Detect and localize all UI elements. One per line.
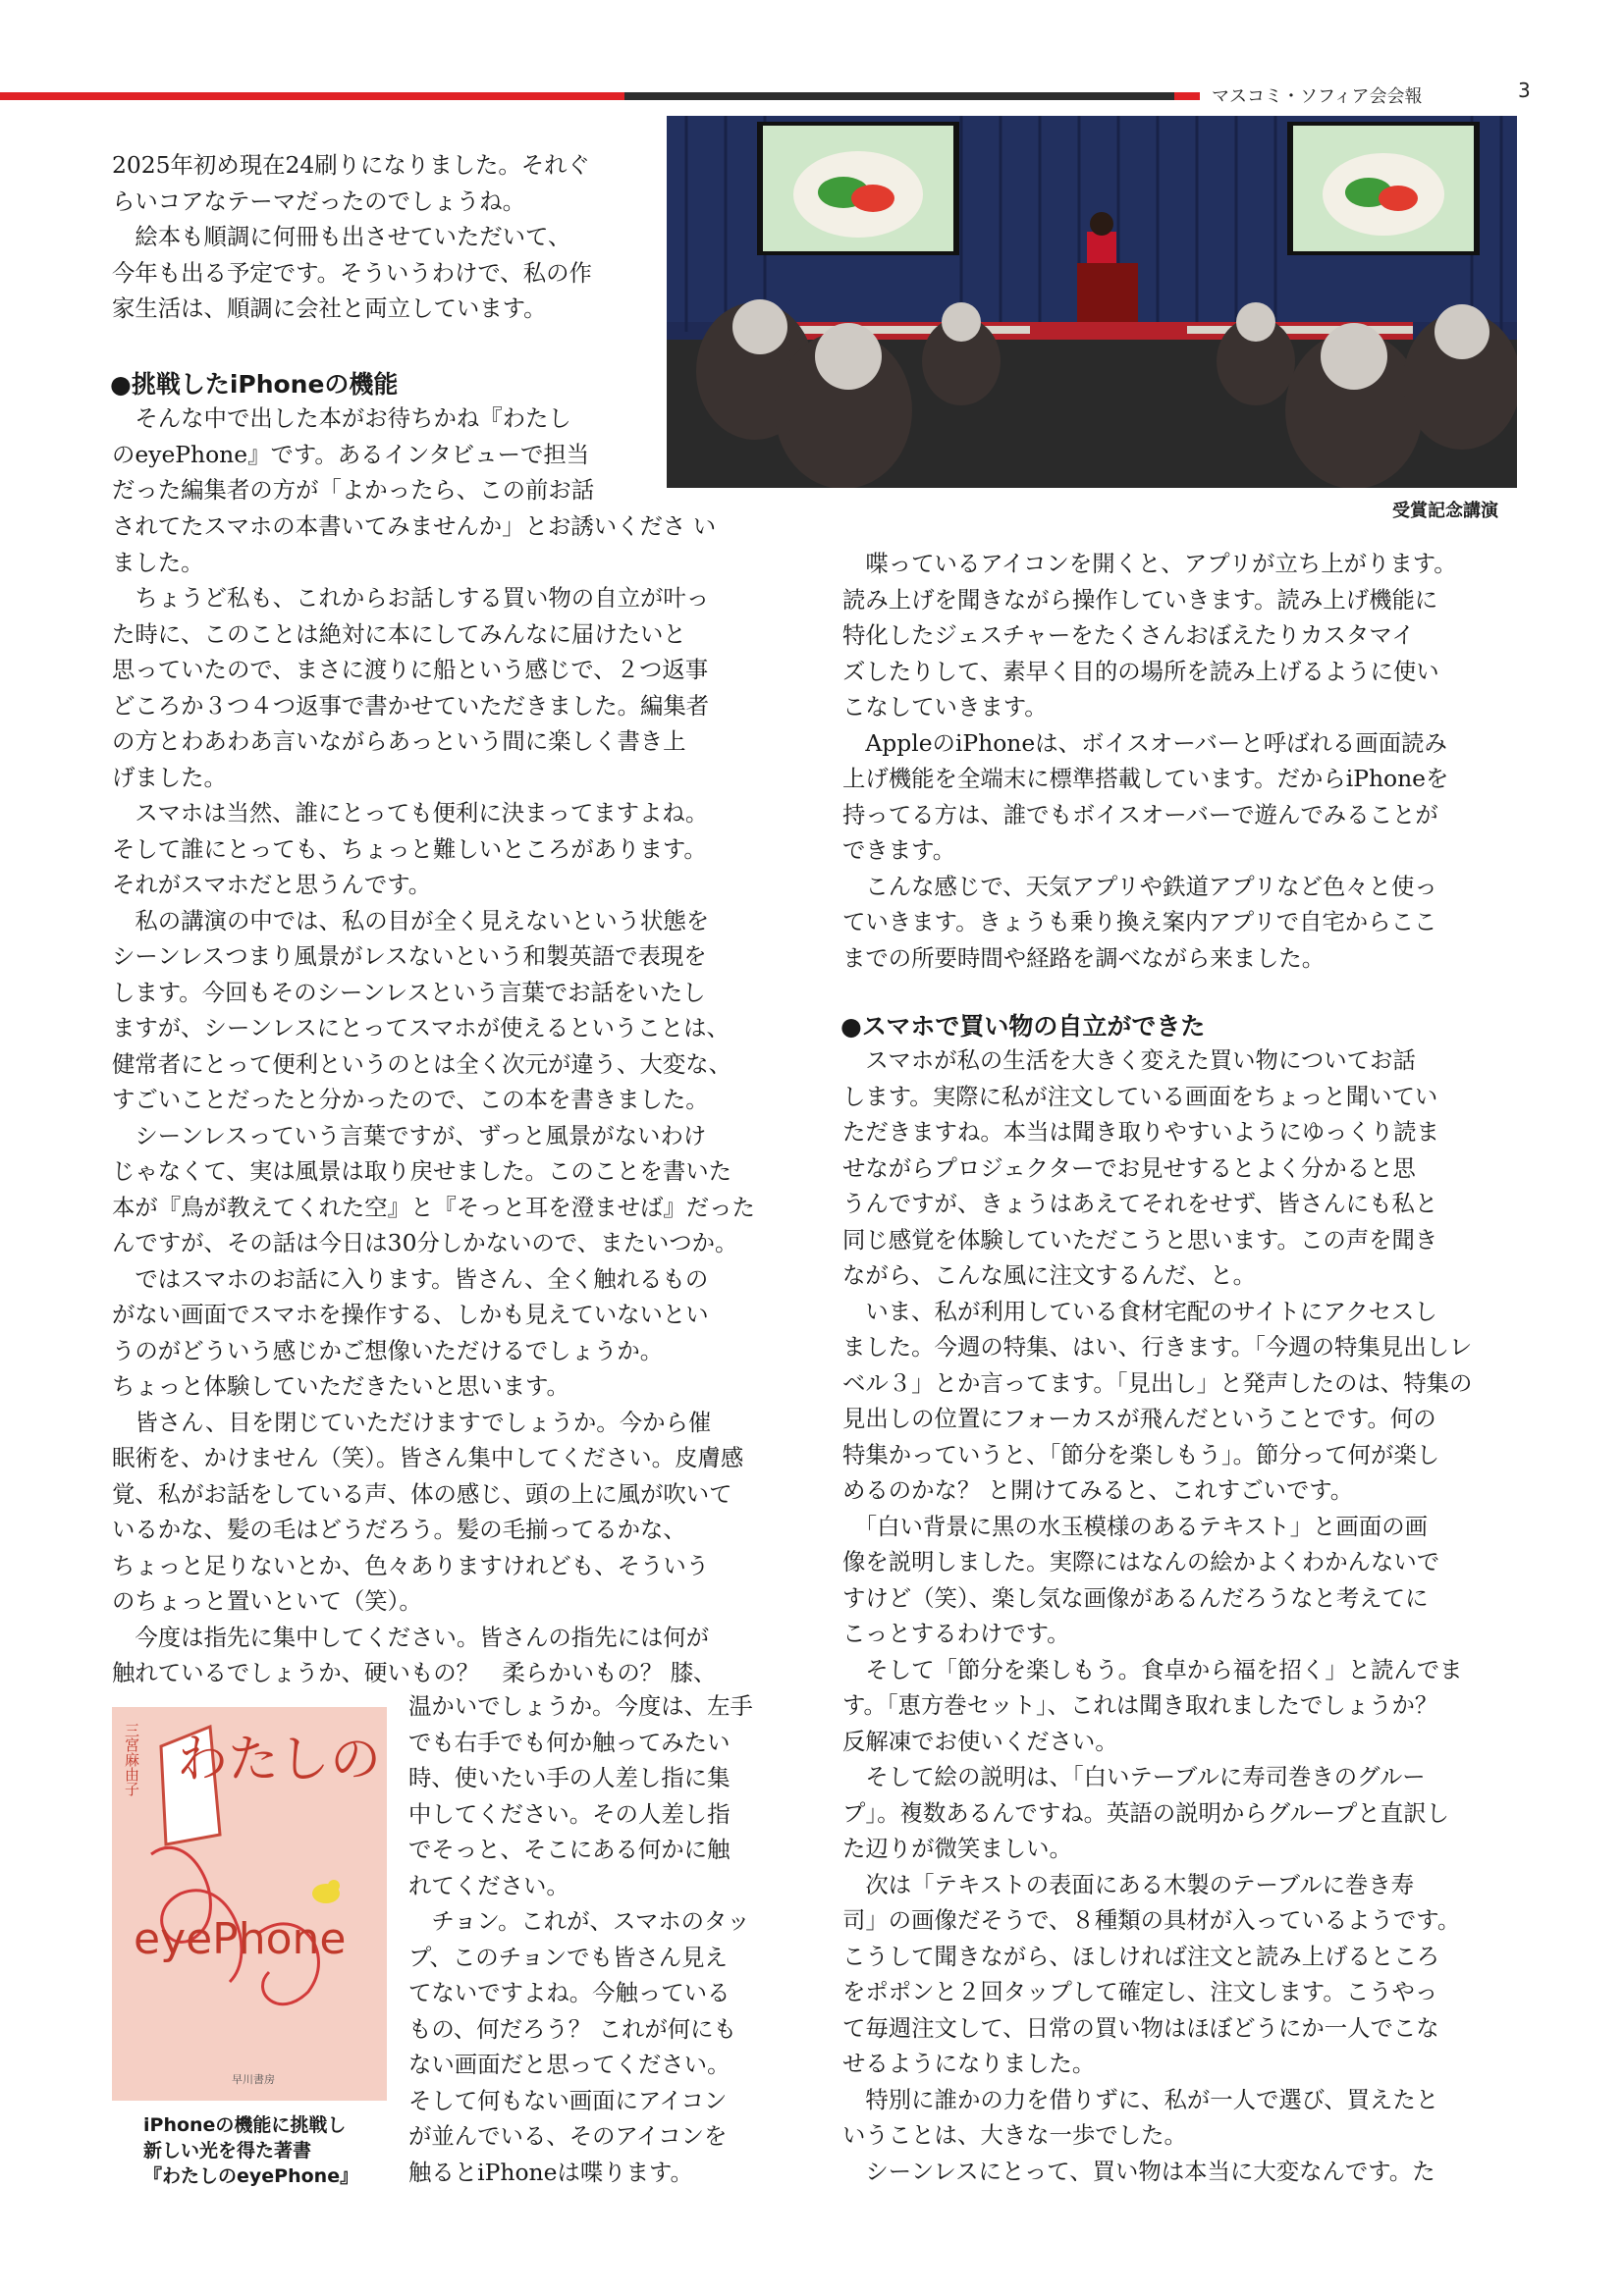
- text-line: いるかな、髪の毛はどうだろう。髪の毛揃ってるかな、: [112, 1516, 686, 1543]
- text-line: げました。: [112, 763, 227, 791]
- text-line: ズしたりして、素早く目的の場所を読み上げるように使い: [842, 657, 1439, 685]
- text-line: ない画面だと思ってください。: [408, 2051, 731, 2078]
- text-line: 皆さん、目を閉じていただけますでしょうか。今から催: [112, 1408, 712, 1436]
- text-line: でも右手でも何か触ってみたい: [408, 1728, 731, 1756]
- header-bar-red-left: [0, 92, 624, 100]
- text-line: シーンレスにとって、買い物は本当に大変なんです。た: [842, 2157, 1435, 2185]
- text-line: スマホは当然、誰にとっても便利に決まってますよね。: [112, 799, 709, 827]
- text-line: 本が『鳥が教えてくれた空』と『そっと耳を澄ませば』だった: [112, 1193, 755, 1221]
- text-line: ちょっと体験していただきたいと思います。: [112, 1372, 569, 1400]
- section-heading: ●スマホで買い物の自立ができた: [840, 1012, 1206, 1041]
- text-line: 上げ機能を全端末に標準搭載しています。だからiPhoneを: [842, 765, 1449, 792]
- text-line: されてたスマホの本書いてみませんか」とお誘いくださ い: [112, 512, 717, 540]
- text-line: できます。: [842, 836, 956, 864]
- text-line: もの、何だろう？ これが何にも: [408, 2014, 736, 2043]
- text-line: ではスマホのお話に入ります。皆さん、全く触れるもの: [112, 1264, 709, 1293]
- text-line: いうことは、大きな一歩でした。: [842, 2121, 1187, 2149]
- text-line: 眠術を、かけません（笑）。皆さん集中してください。皮膚感: [112, 1444, 744, 1471]
- text-line: プ」。複数あるんですね。英語の説明からグループと直訳し: [842, 1798, 1449, 1827]
- book-caption-line: iPhoneの機能に挑戦し: [143, 2114, 347, 2136]
- text-line: 特化したジェスチャーをたくさんおぼえたりカスタマイ: [842, 621, 1415, 649]
- text-line: 像を説明しました。実際にはなんの絵かよくわかんないで: [842, 1548, 1440, 1575]
- text-line: 時、使いたい手の人差し指に集: [408, 1764, 731, 1791]
- text-line: 特別に誰かの力を借りずに、私が一人で選び、買えたと: [842, 2085, 1439, 2113]
- text-line: 持ってる方は、誰でもボイスオーバーで遊んでみることが: [842, 800, 1438, 828]
- text-line: そして何もない画面にアイコン: [408, 2086, 728, 2114]
- book-title-line2: eyePhone: [134, 1914, 347, 1964]
- text-line: 覚、私がお話をしている声、体の感じ、頭の上に風が吹いて: [112, 1479, 732, 1508]
- text-line: します。今回もそのシーンレスという言葉でお話をいたし: [112, 978, 706, 1006]
- text-line: た時に、このことは絶対に本にしてみんなに届けたいと: [112, 619, 686, 648]
- text-line: 喋っているアイコンを開くと、アプリが立ち上がります。: [842, 550, 1457, 577]
- text-line: て毎週注文して、日常の買い物はほぼどうにか一人でこな: [842, 2013, 1439, 2042]
- text-line: 司」の画像だそうで、８種類の具材が入っているようです。: [842, 1906, 1461, 1934]
- book-caption-line: 新しい光を得た著書: [143, 2140, 312, 2162]
- text-line: 思っていたので、まさに渡りに船という感じで、２つ返事: [112, 656, 709, 683]
- text-line: ながら、こんな風に注文するんだ、と。: [842, 1261, 1257, 1289]
- text-line: の方とわあわあ言いながらあっという間に楽しく書き上: [112, 727, 686, 755]
- text-line: 家生活は、順調に会社と両立しています。: [112, 294, 547, 322]
- text-line: がない画面でスマホを操作する、しかも見えていないとい: [112, 1301, 709, 1328]
- text-line: た辺りが微笑ましい。: [842, 1835, 1072, 1862]
- text-line: シーンレスつまり風景がレスないという和製英語で表現を: [112, 942, 707, 970]
- text-line: 見出しの位置にフォーカスが飛んだということです。何の: [842, 1405, 1436, 1432]
- text-line: てないですよね。今触っている: [408, 1979, 731, 2006]
- lecture-photo: [667, 116, 1517, 488]
- header-bar-dark: [624, 92, 1174, 100]
- text-line: 触るとiPhoneは喋ります。: [408, 2158, 693, 2186]
- text-line: 「白い背景に黒の水玉模様のあるテキスト」と画面の画: [842, 1512, 1428, 1540]
- text-line: すけど（笑）、楽し気な画像があるんだろうなと考えてに: [842, 1583, 1429, 1612]
- text-line: じゃなくて、実は風景は取り戻せました。このことを書いた: [112, 1157, 732, 1185]
- text-line: こなしていきます。: [842, 693, 1048, 721]
- section-heading: ●挑戦したiPhoneの機能: [110, 370, 399, 399]
- text-line: します。実際に私が注文している画面をちょっと聞いてい: [842, 1082, 1438, 1110]
- text-line: までの所要時間や経路を調べながら来ました。: [842, 943, 1326, 972]
- text-line: AppleのiPhoneは、ボイスオーバーと呼ばれる画面読み: [842, 728, 1447, 757]
- text-line: 今度は指先に集中してください。皆さんの指先には何が: [112, 1623, 710, 1651]
- text-line: そして絵の説明は、「白いテーブルに寿司巻きのグルー: [842, 1763, 1426, 1790]
- text-line: うんですが、きょうはあえてそれをせず、皆さんにも私と: [842, 1190, 1438, 1217]
- text-line: こっとするわけです。: [842, 1620, 1070, 1647]
- book-caption-line: 『わたしのeyePhone』: [143, 2165, 359, 2187]
- text-line: 特集かっていうと、「節分を楽しもう」。節分って何が楽し: [842, 1440, 1440, 1468]
- book-title-line1: わたしの: [177, 1731, 382, 1789]
- text-line: いま、私が利用している食材宅配のサイトにアクセスし: [842, 1297, 1437, 1325]
- text-line: ちょっと足りないとか、色々ありますけれども、そういう: [112, 1551, 710, 1579]
- text-line: 同じ感覚を体験していただこうと思います。この声を聞き: [842, 1225, 1438, 1254]
- photo-caption: 受賞記念講演: [1392, 501, 1498, 521]
- text-line: ていきます。きょうも乗り換え案内アプリで自宅からここ: [842, 908, 1437, 935]
- text-line: でそっと、そこにある何かに触: [408, 1836, 731, 1863]
- header-bar-red-right: [1174, 92, 1200, 100]
- text-line: プ、このチョンでも皆さん見え: [408, 1943, 728, 1971]
- book-author: 三宮麻由子: [123, 1723, 140, 1796]
- text-line: チョン。これが、スマホのタッ: [408, 1907, 750, 1935]
- text-line: が並んでいる、そのアイコンを: [408, 2122, 728, 2150]
- publication-title: マスコミ・ソフィア会会報: [1212, 86, 1423, 107]
- text-line: せながらプロジェクターでお見せするとよく分かると思: [842, 1153, 1416, 1182]
- text-line: ちょうど私も、これからお話しする買い物の自立が叶っ: [112, 584, 710, 612]
- text-line: すごいことだったと分かったので、この本を書きました。: [112, 1086, 709, 1113]
- text-line: らいコアなテーマだったのでしょうね。: [112, 187, 526, 215]
- text-line: 読み上げを聞きながら操作していきます。読み上げ機能に: [842, 585, 1438, 614]
- text-line: す。「恵方巻セット」、これは聞き取れましたでしょうか？: [842, 1691, 1438, 1719]
- text-line: だった編集者の方が「よかったら、この前お話: [112, 476, 595, 504]
- text-line: 今年も出る予定です。そういうわけで、私の作: [112, 258, 592, 287]
- text-line: ベル３」とか言ってます。「見出し」と発声したのは、特集の: [842, 1368, 1473, 1397]
- text-line: どころか３つ４つ返事で書かせていただきました。編集者: [112, 691, 710, 720]
- text-line: せるようになりました。: [842, 2050, 1096, 2077]
- book-publisher: 早川書房: [232, 2073, 275, 2086]
- text-line: のeyePhone』です。あるインタビューで担当: [112, 440, 590, 468]
- text-line: それがスマホだと思うんです。: [112, 871, 432, 898]
- text-line: ますが、シーンレスにとってスマホが使えるということは、: [112, 1014, 730, 1041]
- text-line: うのがどういう感じかご想像いただけるでしょうか。: [112, 1336, 664, 1364]
- text-line: ただきますね。本当は聞き取りやすいようにゆっくり読ま: [842, 1118, 1439, 1146]
- text-line: のちょっと置いといて（笑）。: [112, 1587, 422, 1615]
- text-line: 温かいでしょうか。今度は、左手: [408, 1692, 753, 1720]
- text-line: こうして聞きながら、ほしければ注文と読み上げるところ: [842, 1942, 1440, 1970]
- text-line: をポポンと２回タップして確定し、注文します。こうやっ: [842, 1978, 1438, 2005]
- page-number: 3: [1518, 79, 1531, 102]
- text-line: 私の講演の中では、私の目が全く見えないという状態を: [112, 906, 710, 934]
- text-line: そして誰にとっても、ちょっと難しいところがあります。: [112, 834, 707, 863]
- text-line: 反解凍でお使いください。: [842, 1727, 1118, 1755]
- text-line: めるのかな？ と開けてみると、これすごいです。: [842, 1476, 1354, 1504]
- text-line: 健常者にとって便利というのとは全く次元が違う、大変な、: [112, 1049, 732, 1078]
- text-line: そんな中で出した本がお待ちかね『わたし: [112, 404, 571, 432]
- text-line: 中してください。その人差し指: [408, 1799, 731, 1828]
- text-line: スマホが私の生活を大きく変えた買い物についてお話: [842, 1046, 1416, 1074]
- text-line: そして「節分を楽しもう。食卓から福を招く」と読んでま: [842, 1655, 1463, 1683]
- text-line: ました。今週の特集、はい、行きます。「今週の特集見出しレ: [842, 1333, 1473, 1361]
- text-line: 絵本も順調に何冊も出させていただいて、: [112, 223, 571, 250]
- text-line: こんな感じで、天気アプリや鉄道アプリなど色々と使っ: [842, 872, 1437, 900]
- text-line: シーンレスっていう言葉ですが、ずっと風景がないわけ: [112, 1121, 707, 1149]
- text-line: れてください。: [408, 1871, 569, 1899]
- text-line: 2025年初め現在24刷りになりました。それぐ: [112, 151, 590, 179]
- text-line: 触れているでしょうか、硬いもの？ 柔らかいもの？ 膝、: [112, 1659, 717, 1686]
- text-line: 次は「テキストの表面にある木製のテーブルに巻き寿: [842, 1870, 1415, 1898]
- text-line: ました。: [112, 548, 204, 576]
- text-line: んですが、その話は今日は30分しかないので、またいつか。: [112, 1229, 738, 1256]
